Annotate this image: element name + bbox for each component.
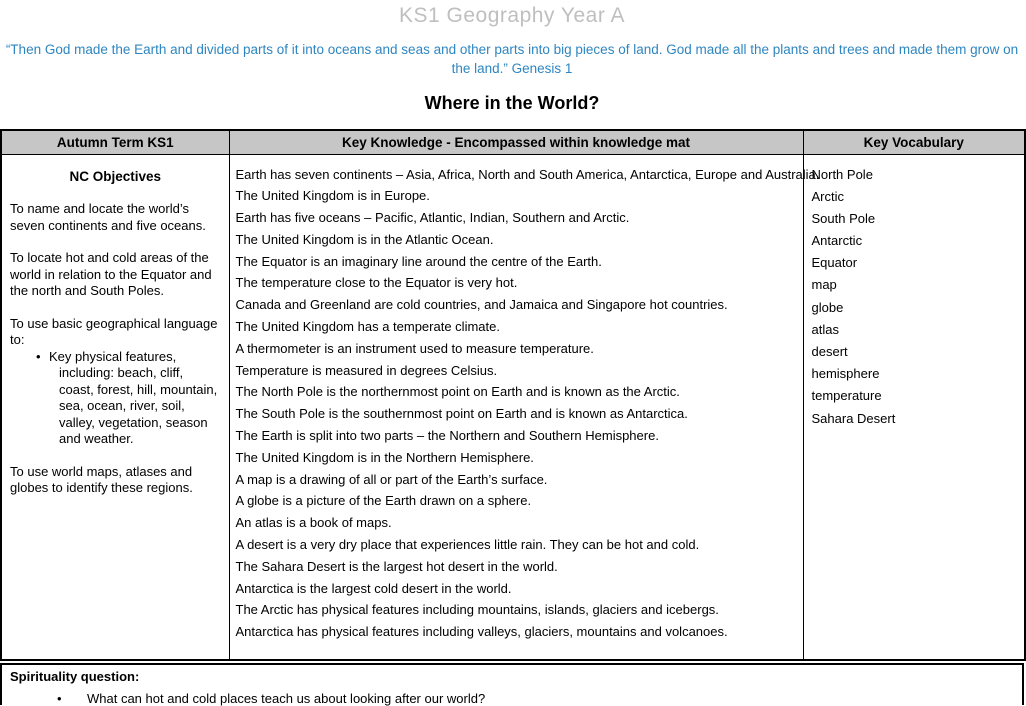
vocabulary-word: Antarctic <box>811 233 863 249</box>
objective-bullet-text: Key physical features, including: beach, cliff, coast, forest, hill, mountain, sea, ocean, river, soil, valley, vegetation, season and weather. <box>49 348 218 446</box>
knowledge-fact: The Sahara Desert is the largest hot desert in the world. <box>235 558 558 574</box>
page-heading: Where in the World? <box>424 93 600 113</box>
knowledge-fact: Earth has seven continents – Asia, Africa, North and South America, Antarctica, Europe and Australia. <box>235 166 820 182</box>
objective-paragraph: To use world maps, atlases and globes to identify these regions. <box>10 463 193 495</box>
column-header-key-knowledge: Key Knowledge - Encompassed within knowledge mat <box>229 130 803 154</box>
key-vocabulary-cell <box>803 154 1025 660</box>
knowledge-fact: The South Pole is the southernmost point on Earth and is known as Antarctica. <box>235 406 688 422</box>
column-header-key-vocabulary: Key Vocabulary <box>803 130 1025 154</box>
vocabulary-word: atlas <box>811 321 839 337</box>
vocabulary-word: Sahara Desert <box>811 410 896 426</box>
bullet-icon: • <box>57 691 62 706</box>
knowledge-fact: The Equator is an imaginary line around the centre of the Earth. <box>235 253 602 269</box>
spirituality-section <box>0 663 1024 705</box>
vocabulary-word: globe <box>811 299 844 315</box>
objective-paragraph: To locate hot and cold areas of the world in relation to the Equator and the north and South Poles. <box>10 250 212 298</box>
spirituality-label: Spirituality question: <box>10 669 140 684</box>
knowledge-organiser-table <box>0 129 1026 661</box>
knowledge-fact: Antarctica is the largest cold desert in the world. <box>235 580 512 596</box>
vocabulary-word: temperature <box>811 388 882 404</box>
scripture-quote: “Then God made the Earth and divided parts of it into oceans and seas and other parts into big pieces of land. God made all the plants and trees and made them grow on the land.” Genesis 1 <box>5 42 1019 76</box>
nc-objectives-cell <box>1 154 229 660</box>
knowledge-fact: Antarctica has physical features including valleys, glaciers, mountains and volcanoes. <box>235 624 728 640</box>
vocabulary-word: Arctic <box>811 188 844 204</box>
vocabulary-word: desert <box>811 344 848 359</box>
knowledge-fact: The temperature close to the Equator is very hot. <box>235 275 518 291</box>
key-vocabulary-list <box>812 164 1017 430</box>
column-header-autumn-term: Autumn Term KS1 <box>1 130 229 154</box>
knowledge-fact: A globe is a picture of the Earth drawn on a sphere. <box>235 493 532 509</box>
knowledge-fact: A desert is a very dry place that experiences little rain. They can be hot and cold. <box>235 537 700 553</box>
objective-paragraph: To use basic geographical language to: <box>10 315 218 347</box>
table-header-row <box>1 130 1025 154</box>
objective-paragraph: To name and locate the world’s seven continents and five oceans. <box>10 201 206 233</box>
document-title: KS1 Geography Year A <box>399 4 625 27</box>
vocabulary-word: North Pole <box>811 166 873 182</box>
knowledge-fact: An atlas is a book of maps. <box>235 515 392 531</box>
knowledge-fact: Earth has five oceans – Pacific, Atlantic, Indian, Southern and Arctic. <box>235 210 630 226</box>
vocabulary-word: map <box>811 277 837 293</box>
objective-bullet-item <box>10 349 221 448</box>
table-body-row <box>1 154 1025 660</box>
vocabulary-word: hemisphere <box>811 366 880 382</box>
vocabulary-word: South Pole <box>811 210 876 226</box>
knowledge-fact: Canada and Greenland are cold countries, and Jamaica and Singapore hot countries. <box>235 297 728 313</box>
spirituality-question-item <box>10 691 1014 706</box>
key-knowledge-list <box>235 164 820 644</box>
knowledge-fact: A thermometer is an instrument used to measure temperature. <box>235 340 594 356</box>
knowledge-fact: The United Kingdom is in the Atlantic Ocean. <box>235 231 494 247</box>
nc-objectives-heading: NC Objectives <box>69 168 162 184</box>
knowledge-fact: Temperature is measured in degrees Celsius. <box>235 362 498 378</box>
bullet-icon: • <box>36 348 41 364</box>
knowledge-fact: A map is a drawing of all or part of the Earth’s surface. <box>235 471 548 487</box>
knowledge-fact: The United Kingdom has a temperate climate. <box>235 319 500 335</box>
vocabulary-word: Equator <box>811 255 858 271</box>
key-knowledge-cell <box>229 154 820 660</box>
knowledge-fact: The North Pole is the northernmost point on Earth and is known as the Arctic. <box>235 384 680 400</box>
spirituality-question-text: What can hot and cold places teach us about looking after our world? <box>87 691 486 706</box>
knowledge-fact: The United Kingdom is in Europe. <box>235 188 430 204</box>
knowledge-fact: The United Kingdom is in the Northern Hemisphere. <box>235 449 534 465</box>
document-page <box>0 4 1024 705</box>
knowledge-fact: The Earth is split into two parts – the Northern and Southern Hemisphere. <box>235 428 659 444</box>
knowledge-fact: The Arctic has physical features including mountains, islands, glaciers and icebergs. <box>235 602 719 618</box>
